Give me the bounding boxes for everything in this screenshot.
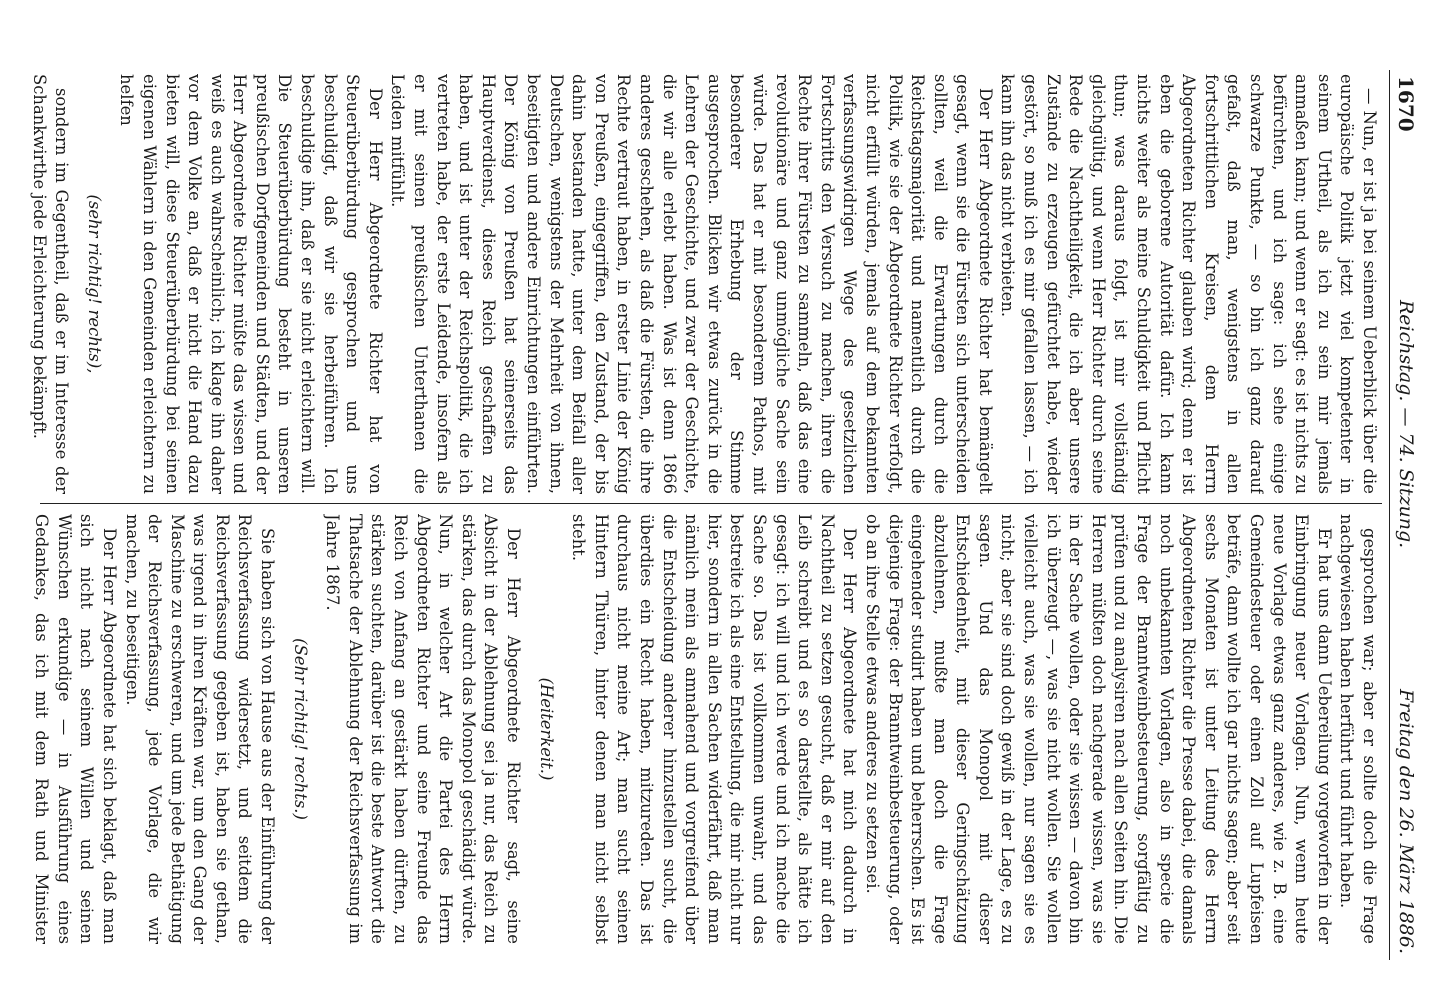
interjection: (Sehr richtig! rechts.) [290,638,310,820]
interjection: (Heiterkeit.) [536,677,556,781]
right-column [30,514,1380,944]
paragraph: Er hat uns dann Uebereilung vorgeworfen in der Einbringung neuer Vorlagen. Nun, wenn heute neue Vorlage etwas ganz anderes, wie z. B. eine Gemeindesteuer oder einen Zoll auf Lupfeisen beträfe, dann wollte ich gar nichts sagen; aber seit sechs Monaten ist unter Leitung des Herrn Abgeordneten Richter die Presse dabei, die damals noch unbekannten Vorlagen, also in specie die Frage der Branntweinbesteuerung, sorgfältig zu prüfen und zu analysiren nach allen Seiten hin. Die Herren müßten doch nachgerade wissen, was sie in der Sache wollen, oder sie wissen — davon bin ich überzeugt —, was sie nicht wollen. Sie wollen vielleicht auch, was sie wollen, nur sagen sie es nicht; aber sie sind doch gewiß in der Lage, es zu sagen. Und das Monopol mit dieser Entschiedenheit, mit dieser Geringschätzung abzulehnen, mußte man doch die Frage eingehender studirt haben und beherrschen. Es ist diejenige Frage: der Branntweinbesteuerung, oder ob an ihre Stelle etwas anderes zu setzen sei. [862,514,1334,944]
interjection: (sehr richtig! rechts), [84,194,104,374]
paragraph: Sie haben sich von Hause aus der Einführung der Reichsverfassung widersetzt, und seitdem die Reichsverfassung gegeben ist, haben sie gethan, was irgend in ihren Kräften war, um den Gang der Maschine zu erschweren, und um jede Bethätigung der Reichsverfassung, jede Vorlage, die wir machen, zu beseitigen. [122,514,278,944]
paragraph: Der Herr Abgeordnete hat mich dadurch in Nachtheil zu setzen gesucht, daß er mir auf den Leib schreibt und es so darstellte, als hätte ich gesagt: ich will und ich werde und ich mache die Sache so. Das ist vollkommen unwahr, und das bestreite ich als eine Entstellung, die mir nicht nur hier, sondern in allen Sachen widerfährt, daß man nämlich mein als amnahend und vorgreifend über die Entscheidung anderer hinzustellen sucht, die überdies ein Recht haben, mitzureden. Das ist durchaus nicht meine Art; man sucht seinen Hintern Thüren, hinter denen man nicht selbst steht. [569,514,860,944]
page-number: 1670 [1394,76,1418,132]
paragraph: Der Herr Abgeordnete Richter hat bemängelt gesagt, wenn sie die Fürsten sich unterscheiden sollten, weil die Erwartungen durch die Reichstagsmajorität und namentlich durch die Politik, wie sie der Abgeordnete Richter verfolgt, nicht erfüllt würden, jemals auf dem bekannten verfassungswidrigen Wege des gesetzlichen Fortschritts den Versuch zu machen, ihren die Rechte ihrer Fürsten zu sammeln, daß das eine revolutionäre und ganz unmögliche Sache sein würde. Das hat er mit besonderem Pathos, mit besonderer Erhebung der Stimme ausgesprochen. Blicken wir etwas zurück in die Lehren der Geschichte, und zwar der Geschichte, die wir alle erlebt haben. Was ist denn 1866 anderes geschehen, als daß die Fürsten, die ihre Rechte vertraut haben, in erster Linie der König von Preußen, eingegriffen, den Zustand, der bis dahin bestanden hatte, unter dem Beifall aller Deutschen, wenigstens der Mehrheit von ihnen, beseitigten und andere Einrichtungen einführten. Der König von Preußen hat seinerseits das Hauptverdienst, dieses Reich geschaffen zu haben, und ist unter der Reichspolitik, die ich vertreten habe, der erste Leidende, insofern als er mit seinen preußischen Unterthanen die Leiden mitfühlt. [388,74,995,494]
page-header [1389,70,1420,960]
paragraph: Der Herr Abgeordnete Richter sagt, seine Absicht in der Ablehnung sei ja nur, das Reich zu stärken, das durch das Monopol geschädigt würde. Nun, in welcher Art die Partei des Herrn Abgeordneten Richter und seine Freunde das Reich von Anfang an gestärkt haben dürften, zu stärken suchten, darüber ist die beste Antwort die Thatsache der Ablehnung der Reichsverfassung im Jahre 1867. [323,514,524,944]
paragraph: sondern im Gegentheil, daß er im Interesse der Schankwirthe jede Erleichterung bekämpft. [30,74,72,494]
paragraph: Der Herr Abgeordnete Richter hat von Steuerüberbürdung gesprochen und uns beschuldigt, daß wir sie herbeiführen. Ich beschuldige ihn, daß er sie nicht erleichtern will. Die Steuerüberbürdung besteht in unseren preußischen Dorfgemeinden und Städten, und der Herr Abgeordnete Richter müßte das wissen und weiß es auch wahrscheinlich; ich klage ihn daher vor dem Volke an, daß er nicht die Hand dazu bieten will, diese Steuerüberbürdung bei seinen eigenen Wählern in den Gemeinden erleichtern zu helfen [117,74,385,494]
left-column [30,74,1380,494]
header-date: Freitag den 26. März 1886. [1395,689,1417,954]
paragraph: gesprochen war; aber er sollte doch die Frage nachgewiesen haben herführt und führt haben. [1337,514,1379,944]
column-divider [40,503,1382,504]
paragraph: Der Herr Abgeordnete hat sich beklagt, daß man sich nicht nach seinem Willen und seinen Wünschen erkundige — in Ausführung eines Gedankes, das ich mit dem Rath und Minister [32,514,119,944]
paragraph: — Nun, er ist ja bei seinem Ueberblick über die europäische Politik jetzt viel kompetenter in seinem Urtheil, als ich zu sein mir jemals anmaßen kann; und wenn er sagt: es ist nichts zu befürchten, und ich sage: ich sehe einige schwarze Punkte, — so bin ich ganz darauf gefaßt, daß man, wenigstens in allen fortschrittlichen Kreisen, dem Herrn Abgeordneten Richter glauben wird; denn er ist eben die geborene Autorität dafür. Ich kann nichts weiter als meine Schuldigkeit und Pflicht thun; was daraus folgt, ist mir vollständig gleichgültig, und wenn Herr Richter durch seine Rede die Nachtheiligkeit, die ich aber unsere Zustände zu erzeugen gefürchtet habe, wieder gestört, so muß ich es mir gefallen lassen, — ich kann ihn das nicht verbieten. [998,74,1379,494]
header-title: Reichstag. — 74. Sitzung. [1395,300,1417,549]
